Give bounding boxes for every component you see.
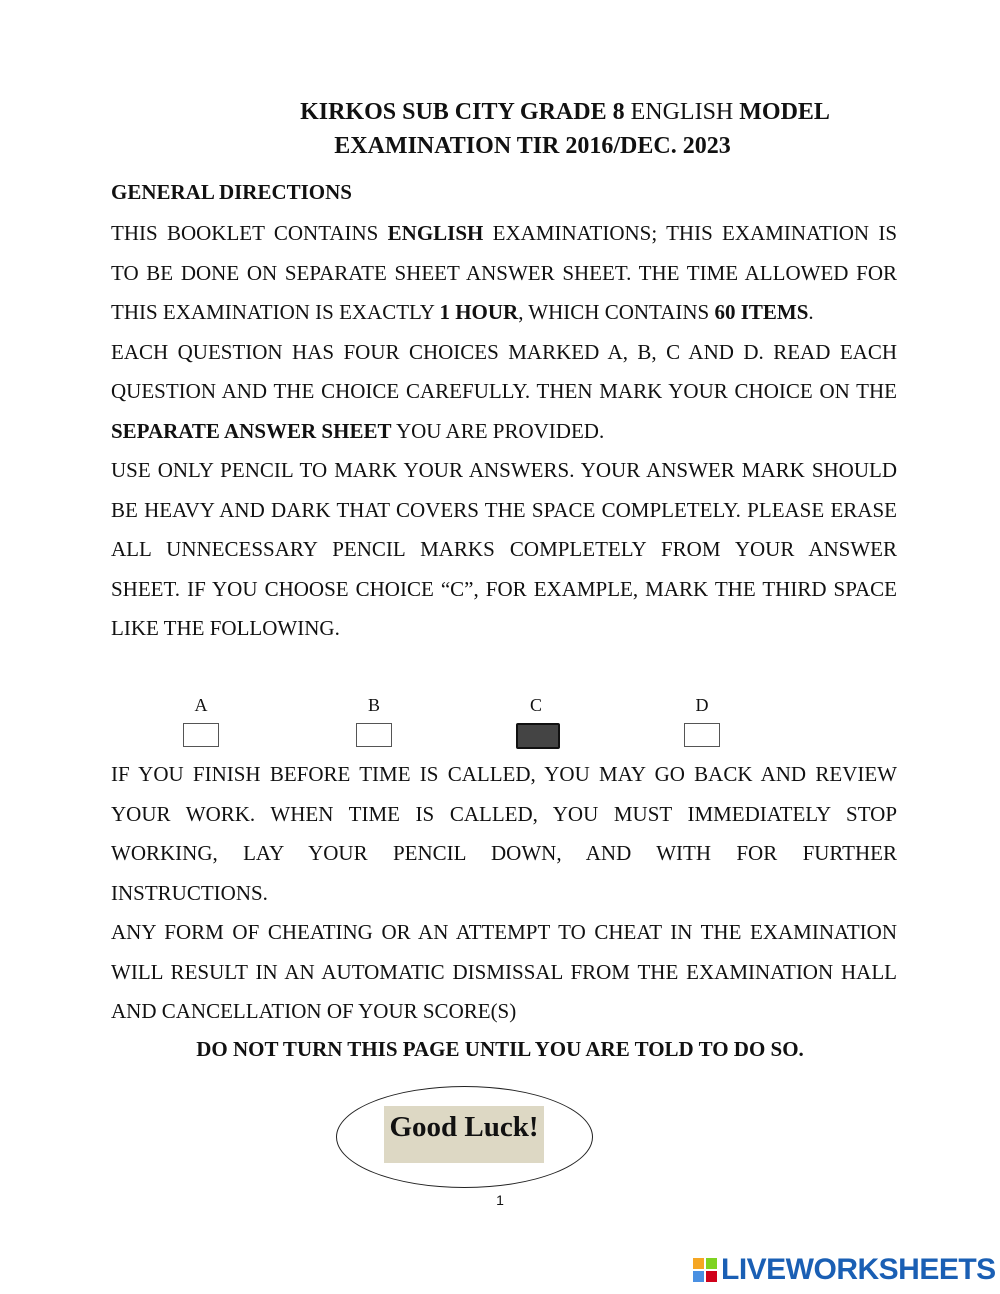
choice-label: D [695, 695, 709, 715]
paragraph-pencil: USE ONLY PENCIL TO MARK YOUR ANSWERS. YOUR ANSWER MARK SHOULD BE HEAVY AND DARK THAT COVERS THE SPACE COMPLETELY. PLEASE ERASE ALL UNNECESSARY PENCIL MARKS COMPLETELY FROM YOUR ANSWER SHEET. IF YOU CHOOSE CHOICE “C”, FOR EXAMPLE, MARK THE THIRD SPACE LIKE THE FOLLOWING. [111, 458, 897, 640]
paragraph-cheating: ANY FORM OF CHEATING OR AN ATTEMPT TO CHEAT IN THE EXAMINATION WILL RESULT IN AN AUTOMATIC DISMISSAL FROM THE EXAMINATION HALL AND CANCELLATION OF YOUR SCORE(S) [111, 920, 897, 1023]
choice-label: B [367, 695, 380, 715]
exam-title-line2: EXAMINATION TIR 2016/DEC. 2023 [334, 133, 731, 159]
choice-box [356, 723, 392, 747]
choice-d [682, 694, 722, 747]
choice-box-filled [516, 723, 560, 749]
good-luck-text: Good Luck! [384, 1106, 544, 1163]
directions-block-top [111, 214, 897, 649]
brand-name: LIVEWORKSHEETS [721, 1253, 996, 1286]
choice-box [684, 723, 720, 747]
choice-label: C [529, 695, 542, 715]
liveworksheets-logo-icon [693, 1258, 717, 1282]
paragraph-finish: IF YOU FINISH BEFORE TIME IS CALLED, YOU MAY GO BACK AND REVIEW YOUR WORK. WHEN TIME IS CALLED, YOU MUST IMMEDIATELY STOP WORKING, LAY YOUR PENCIL DOWN, AND WITH FOR FURTHER INSTRUCTIONS. [111, 762, 897, 905]
choice-c [516, 694, 556, 749]
choice-box [183, 723, 219, 747]
general-directions-heading: GENERAL DIRECTIONS [111, 180, 352, 204]
paragraph-choices: EACH QUESTION HAS FOUR CHOICES MARKED A, B, C AND D. READ EACH QUESTION AND THE CHOICE CAREFULLY. THEN MARK YOUR CHOICE ON THE SEPARATE ANSWER SHEET YOU ARE PROVIDED. [111, 339, 897, 443]
do-not-turn-notice: DO NOT TURN THIS PAGE UNTIL YOU ARE TOLD TO DO SO. [196, 1037, 804, 1061]
liveworksheets-brand[interactable] [693, 1255, 996, 1285]
paragraph-booklet: THIS BOOKLET CONTAINS ENGLISH EXAMINATIONS; THIS EXAMINATION IS TO BE DONE ON SEPARATE SHEET ANSWER SHEET. THE TIME ALLOWED FOR THIS EXAMINATION IS EXACTLY 1 HOUR, WHICH CONTAINS 60 ITEMS. [111, 221, 898, 324]
answer-example [0, 694, 1000, 754]
page-number: 1 [496, 1192, 504, 1208]
directions-block-bottom [111, 755, 897, 1032]
choice-label: A [194, 695, 208, 715]
exam-title [0, 95, 1000, 163]
exam-title-line1: KIRKOS SUB CITY GRADE 8 ENGLISH MODEL [300, 99, 830, 125]
choice-a [181, 694, 221, 747]
choice-b [354, 694, 394, 747]
